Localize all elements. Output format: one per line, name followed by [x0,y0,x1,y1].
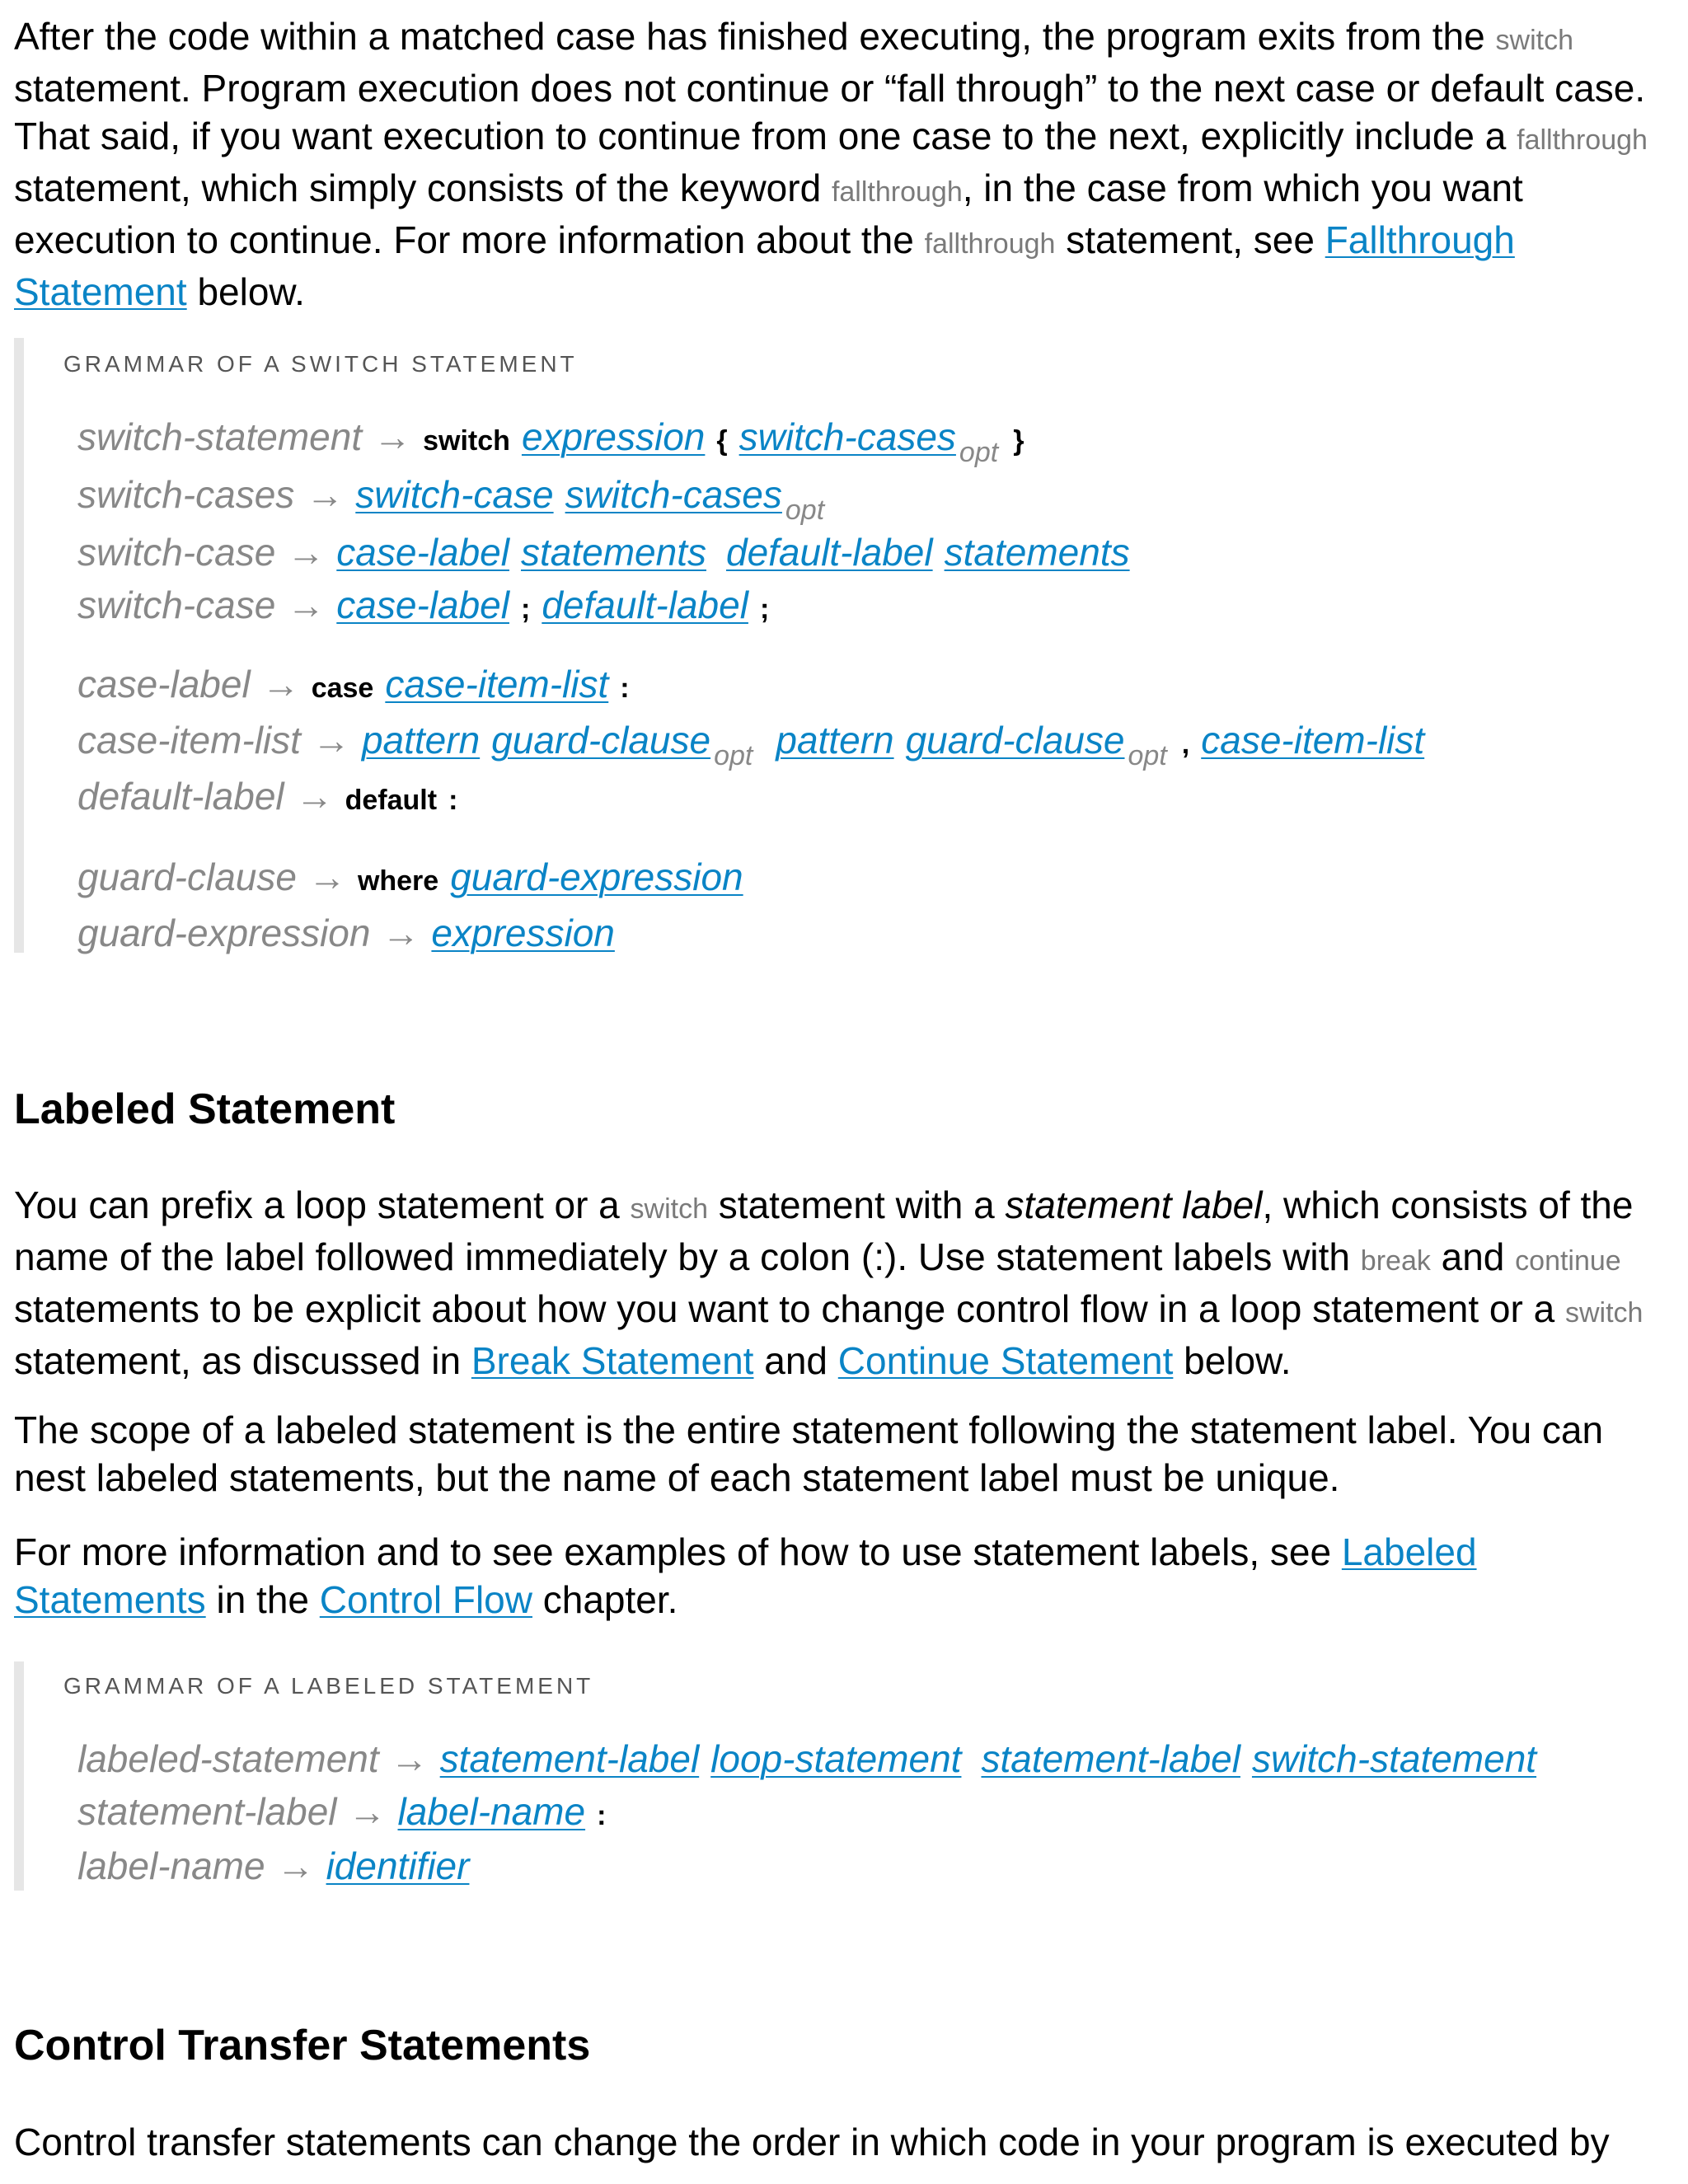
link-label-name[interactable]: label-name [397,1790,586,1833]
arrow: → [312,719,350,762]
grammar-production [77,910,626,956]
grammar-production [77,854,755,904]
link-pattern[interactable]: pattern [776,719,894,762]
arrow: → [295,775,334,818]
grammar-production [77,529,1142,575]
labeled-grammar-block [14,1661,1662,1891]
link-break-statement[interactable]: Break Statement [471,1339,754,1382]
heading-control-transfer-statements: Control Transfer Statements [14,2022,591,2069]
production-lhs: labeled-statement [77,1737,379,1780]
text: You can prefix a loop statement or a [14,1183,631,1226]
text: statement. Program execution does not continue or “fall through” to the next case or default case. That said, if you want execution to continue from one case to the next, explicitly include a [14,67,1646,157]
arrow: → [373,415,412,458]
text: statement, see [1055,218,1325,261]
link-switch-cases[interactable]: switch-cases [565,473,782,516]
arrow: → [287,531,326,574]
keyword: ; [759,593,770,625]
production-lhs: case-label [77,663,251,705]
code-continue: continue [1515,1245,1621,1277]
text: , which consists of the name of the label followed immediately by a colon (:). Use statement labels with [14,1183,1634,1278]
arrow: → [390,1737,429,1780]
text: statement, which simply consists of the keyword [14,166,832,209]
keyword: switch [423,425,510,457]
keyword: { [716,425,728,457]
grammar-title: GRAMMAR OF A SWITCH STATEMENT [63,351,578,377]
keyword: ; [520,593,531,625]
text: below. [186,270,305,313]
keyword: } [1013,425,1025,457]
link-case-label[interactable]: case-label [336,531,509,574]
production-lhs: switch-statement [77,415,363,458]
code-switch: switch [1495,25,1573,56]
text: below. [1173,1339,1292,1382]
labeled-paragraph-1 [14,1181,1671,1385]
link-default-label[interactable]: default-label [725,531,933,574]
arrow: → [306,473,345,516]
link-loop-statement[interactable]: loop-statement [710,1737,962,1780]
grammar-production [77,717,1436,771]
link-statements[interactable]: statements [520,531,706,574]
link-case-item-list[interactable]: case-item-list [1201,719,1425,762]
link-fallthrough-statement[interactable]: Fallthrough Statement [14,218,1515,313]
text: statement with a [708,1183,1006,1226]
text: statement, as discussed in [14,1339,471,1382]
intro-paragraph [14,12,1671,316]
link-continue-statement[interactable]: Continue Statement [837,1339,1174,1382]
term-statement-label: statement label [1005,1183,1263,1226]
opt-marker: opt [1128,740,1167,771]
production-lhs: guard-clause [77,855,297,898]
text: statements to be explicit about how you want to change control flow in a loop statement or a [14,1287,1565,1330]
link-pattern[interactable]: pattern [361,719,481,762]
link-case-label[interactable]: case-label [336,583,509,626]
keyword: , [1181,729,1190,760]
keyword: : [597,1800,607,1831]
production-lhs: case-item-list [77,719,301,762]
keyword: : [620,673,630,704]
grammar-title: GRAMMAR OF A LABELED STATEMENT [63,1673,594,1699]
arrow: → [348,1790,387,1833]
link-guard-expression[interactable]: guard-expression [450,855,743,898]
text: , in the case from which you want execution to continue. For more information about the [14,166,1523,261]
labeled-paragraph-2: The scope of a labeled statement is the entire statement following the statement label. You can nest labeled statements, but the name of each statement label must be unique. [14,1408,1604,1499]
production-lhs: switch-case [77,531,276,574]
arrow: → [287,583,326,626]
switch-grammar-block [14,338,1662,953]
link-case-item-list[interactable]: case-item-list [385,663,609,705]
production-lhs: default-label [77,775,284,818]
code-switch: switch [630,1193,709,1225]
heading-labeled-statement: Labeled Statement [14,1085,396,1133]
text: chapter. [532,1578,678,1621]
control-transfer-paragraph: Control transfer statements can change the order in which code in your program is executed by [14,2121,1610,2163]
keyword: case [311,673,374,704]
code-switch: switch [1564,1297,1643,1329]
grammar-production [77,773,469,823]
grammar-production [77,1736,1548,1782]
grammar-production [77,1788,617,1839]
production-lhs: statement-label [77,1790,337,1833]
link-statement-label[interactable]: statement-label [981,1737,1240,1780]
link-switch-case[interactable]: switch-case [355,473,554,516]
grammar-production [77,661,641,711]
production-lhs: guard-expression [77,912,371,954]
keyword: default [345,785,438,816]
production-lhs: label-name [77,1844,265,1887]
link-identifier[interactable]: identifier [326,1844,470,1887]
link-default-label[interactable]: default-label [542,583,748,626]
link-switch-statement[interactable]: switch-statement [1251,1737,1537,1780]
text: For more information and to see examples of how to use statement labels, see [14,1530,1342,1573]
opt-marker: opt [714,740,753,771]
code-fallthrough: fallthrough [924,228,1056,260]
text: After the code within a matched case has finished executing, the program exits from the [14,15,1496,58]
labeled-paragraph-3 [14,1528,1671,1624]
grammar-production [77,1843,481,1889]
arrow: → [382,912,420,954]
link-control-flow[interactable]: Control Flow [319,1578,532,1621]
grammar-production [77,582,781,632]
arrow: → [307,855,346,898]
link-statement-label[interactable]: statement-label [439,1737,700,1780]
link-expression[interactable]: expression [431,912,615,954]
arrow: → [276,1844,315,1887]
link-expression[interactable]: expression [521,415,706,458]
link-labeled-statements[interactable]: Labeled Statements [14,1530,1477,1621]
opt-marker: opt [785,494,825,526]
link-switch-cases[interactable]: switch-cases [738,415,956,458]
link-statements[interactable]: statements [944,531,1130,574]
arrow: → [261,663,300,705]
text: and [753,1339,838,1382]
production-lhs: switch-case [77,583,276,626]
keyword: : [448,785,458,816]
opt-marker: opt [959,437,999,468]
code-fallthrough: fallthrough [831,176,963,208]
keyword: where [357,865,439,897]
code-fallthrough: fallthrough [1517,124,1648,156]
text: in the [205,1578,320,1621]
code-break: break [1360,1245,1431,1277]
link-guard-clause[interactable]: guard-clause [491,719,711,762]
link-guard-clause[interactable]: guard-clause [905,719,1125,762]
grammar-production [77,414,1035,468]
grammar-production [77,471,839,526]
production-lhs: switch-cases [77,473,295,516]
text: and [1430,1235,1516,1278]
